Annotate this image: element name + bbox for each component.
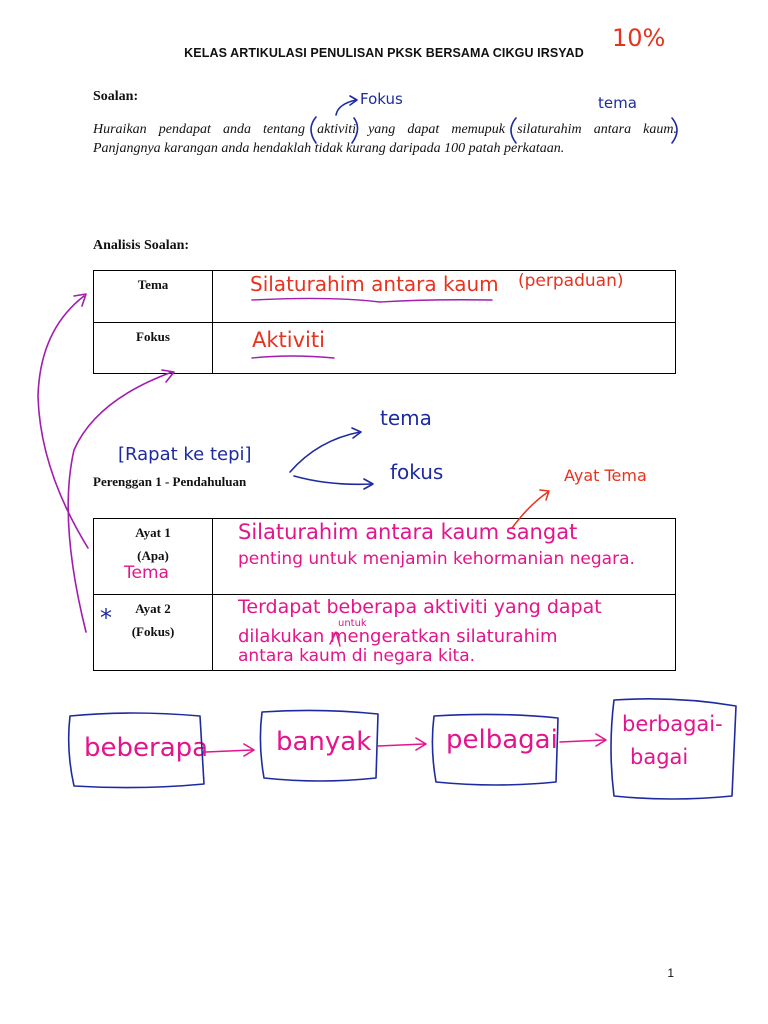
arrow-ayat1-to-tema	[38, 296, 88, 548]
flow-arrow-3-head	[596, 734, 606, 746]
question-line-2: Panjangnya karangan anda hendaklah tidak kurang daripada 100 patah perkataan.	[93, 141, 565, 156]
analysis-label-fokus: Fokus	[94, 323, 213, 374]
flow-arrow-2	[378, 744, 424, 746]
ayat-1-subtitle: (Apa)	[137, 548, 169, 563]
flow-word-beberapa: beberapa	[84, 733, 209, 763]
answer-tema-extra: (perpaduan)	[518, 271, 624, 291]
note-fokus: Fokus	[360, 90, 403, 108]
ayat-2-line-2: dilakukan mengeratkan silaturahim	[238, 626, 558, 647]
page-number: 1	[667, 966, 674, 980]
arrow-to-fokus	[336, 100, 356, 115]
note-rapat-ke-tepi: [Rapat ke tepi]	[118, 444, 252, 465]
analysis-heading: Analisis Soalan:	[93, 238, 190, 253]
flow-arrow-1	[206, 750, 252, 752]
flow-arrow-1-head	[244, 744, 254, 756]
branch-fokus: fokus	[390, 460, 444, 484]
question-line-1: Huraikan pendapat anda tentang aktiviti yang dapat memupuk silaturahim antara kaum.	[93, 122, 677, 137]
flow-word-pelbagai: pelbagai	[446, 725, 558, 755]
flow-word-bagai: bagai	[630, 745, 689, 769]
ayat-2-title: Ayat 2	[135, 601, 171, 616]
answer-tema: Silaturahim antara kaum	[250, 272, 499, 296]
score-note: 10%	[612, 24, 666, 52]
ayat-2-line-3: antara kaum di negara kita.	[238, 646, 476, 666]
ayat-2-line-1: Terdapat beberapa aktiviti yang dapat	[238, 596, 602, 618]
ayat-2-insert: untuk	[338, 618, 367, 629]
flow-arrow-3	[560, 740, 604, 742]
note-tema: tema	[598, 94, 637, 112]
branch-line-tema-head	[352, 428, 361, 438]
ayat-1-line-1: Silaturahim antara kaum sangat	[238, 520, 578, 544]
analysis-row-fokus	[94, 323, 676, 374]
ayat-1-title: Ayat 1	[135, 525, 171, 540]
branch-line-tema	[290, 432, 360, 472]
ayat-1-label	[94, 519, 213, 595]
paragraph-heading: Perenggan 1 - Pendahuluan	[93, 474, 247, 489]
analysis-label-tema: Tema	[94, 271, 213, 323]
note-ayat-tema: Ayat Tema	[564, 466, 647, 485]
branch-tema: tema	[380, 406, 432, 430]
asterisk-icon: *	[100, 604, 112, 632]
arrow-ayat1-to-tema-head	[74, 294, 86, 306]
arrow-to-ayat-tema-head	[540, 490, 549, 500]
branch-line-fokus	[294, 476, 372, 484]
ayat-1-line-2: penting untuk menjamin kehormanian negara.	[238, 549, 635, 569]
arrow-to-fokus-head	[350, 96, 357, 105]
document-title: KELAS ARTIKULASI PENULISAN PKSK BERSAMA CIKGU IRSYAD	[184, 46, 584, 60]
flow-word-banyak: banyak	[276, 727, 372, 757]
flow-arrow-2-head	[416, 738, 426, 750]
ayat-2-subtitle: (Fokus)	[131, 624, 175, 639]
branch-line-fokus-head	[364, 479, 373, 489]
flow-word-berbagai: berbagai-	[622, 712, 723, 736]
question-heading: Soalan:	[93, 89, 139, 104]
ayat-1-note-tema: Tema	[124, 563, 169, 583]
answer-fokus: Aktiviti	[252, 328, 325, 352]
